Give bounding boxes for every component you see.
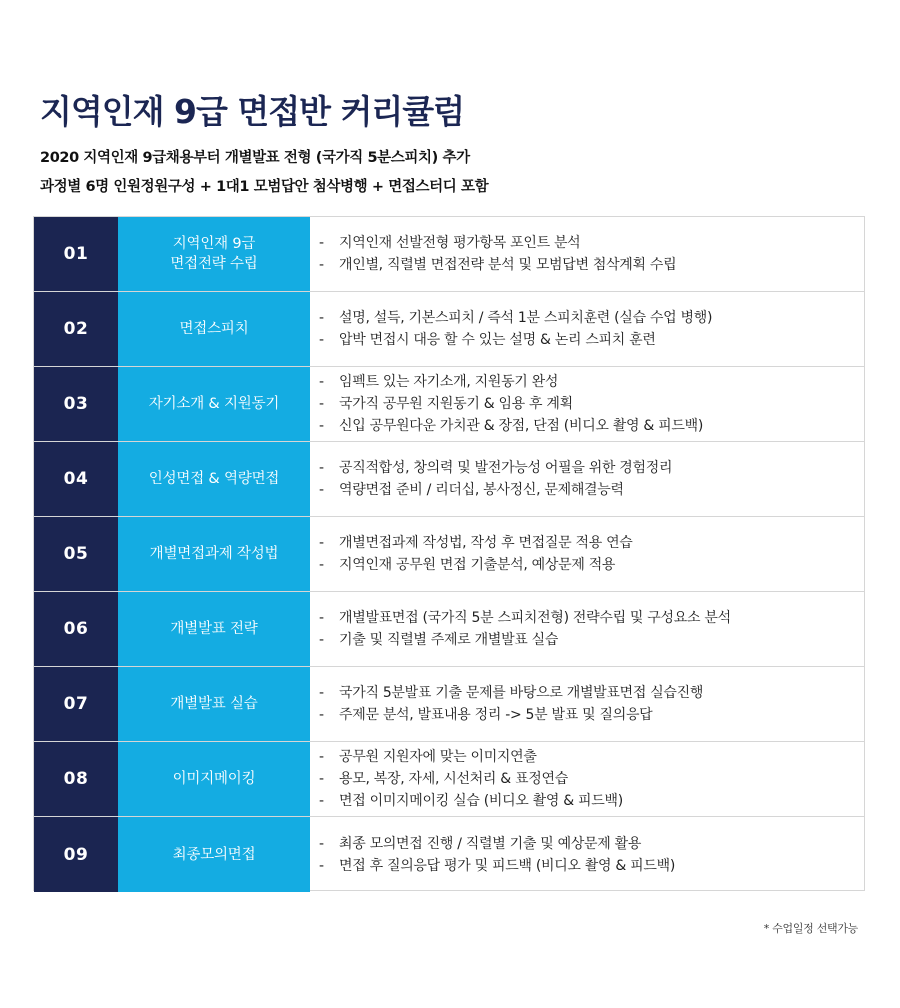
dash-bullet: -	[319, 707, 324, 723]
module-topic: 개별발표 실습	[118, 667, 310, 741]
module-topic: 개별발표 전략	[118, 592, 310, 666]
description-line	[319, 329, 864, 351]
dash-bullet: -	[319, 482, 324, 498]
description-text: 지역인재 공무원 면접 기출분석, 예상문제 적용	[339, 557, 616, 573]
description-text: 압박 면접시 대응 할 수 있는 설명 & 논리 스피치 훈련	[339, 332, 656, 348]
dash-bullet: -	[319, 835, 324, 852]
subtitle-new-format: 2020 지역인재 9급채용부터 개별발표 전형 (국가직 5분스피치) 추가	[40, 150, 470, 166]
description-text: 개인별, 직렬별 면접전략 분석 및 모범답변 첨삭계획 수립	[339, 257, 677, 273]
module-description	[310, 592, 864, 666]
curriculum-row	[34, 292, 864, 367]
module-topic: 이미지메이킹	[118, 742, 310, 816]
module-topic: 자기소개 & 지원동기	[118, 367, 310, 441]
description-line	[319, 479, 864, 501]
description-text: 국가직 공무원 지원동기 & 임용 후 계획	[339, 396, 573, 412]
module-number: 06	[34, 592, 118, 666]
description-text: 개별면접과제 작성법, 작성 후 면접질문 적용 연습	[339, 535, 633, 551]
dash-bullet: -	[319, 332, 324, 348]
description-line	[319, 682, 864, 704]
description-line	[319, 746, 864, 768]
dash-bullet: -	[319, 535, 324, 551]
dash-bullet: -	[319, 857, 324, 874]
dash-bullet: -	[319, 557, 324, 573]
subtitle-course-composition: 과정별 6명 인원정원구성 + 1대1 모범답안 첨삭병행 + 면접스터디 포함	[40, 179, 489, 195]
description-line	[319, 790, 864, 812]
description-text: 공무원 지원자에 맞는 이미지연출	[339, 749, 537, 765]
description-text: 용모, 복장, 자세, 시선처리 & 표정연습	[339, 771, 568, 787]
curriculum-table	[33, 216, 865, 891]
curriculum-row	[34, 742, 864, 817]
dash-bullet: -	[319, 257, 324, 273]
description-line	[319, 554, 864, 576]
dash-bullet: -	[319, 310, 324, 326]
description-line	[319, 607, 864, 629]
description-text: 신입 공무원다운 가치관 & 장점, 단점 (비디오 촬영 & 피드백)	[339, 418, 703, 434]
description-line	[319, 371, 864, 393]
dash-bullet: -	[319, 235, 324, 251]
curriculum-row	[34, 442, 864, 517]
dash-bullet: -	[319, 632, 324, 648]
module-number: 03	[34, 367, 118, 441]
curriculum-row	[34, 667, 864, 742]
dash-bullet: -	[319, 396, 324, 412]
dash-bullet: -	[319, 610, 324, 626]
dash-bullet: -	[319, 749, 324, 765]
dash-bullet: -	[319, 771, 324, 787]
dash-bullet: -	[319, 418, 324, 434]
module-topic: 인성면접 & 역량면접	[118, 442, 310, 516]
module-number: 09	[34, 817, 118, 892]
module-description	[310, 442, 864, 516]
module-topic: 개별면접과제 작성법	[118, 517, 310, 591]
description-line	[319, 629, 864, 651]
description-line	[319, 768, 864, 790]
module-topic: 면접스피치	[118, 292, 310, 366]
dash-bullet: -	[319, 374, 324, 390]
description-line	[319, 254, 864, 276]
description-text: 주제문 분석, 발표내용 정리 -> 5분 발표 및 질의응답	[339, 707, 653, 723]
description-text: 국가직 5분발표 기출 문제를 바탕으로 개별발표면접 실습진행	[339, 685, 704, 701]
description-line	[319, 415, 864, 437]
curriculum-row	[34, 517, 864, 592]
curriculum-row	[34, 592, 864, 667]
module-description	[310, 667, 864, 741]
description-line	[319, 307, 864, 329]
module-number: 07	[34, 667, 118, 741]
description-text: 최종 모의면접 진행 / 직렬별 기출 및 예상문제 활용	[339, 835, 642, 852]
description-text: 면접 이미지메이킹 실습 (비디오 촬영 & 피드백)	[339, 793, 623, 809]
module-number: 08	[34, 742, 118, 816]
description-line	[319, 457, 864, 479]
module-description	[310, 817, 864, 892]
description-text: 설명, 설득, 기본스피치 / 즉석 1분 스피치훈련 (실습 수업 병행)	[339, 310, 713, 326]
dash-bullet: -	[319, 793, 324, 809]
module-number: 01	[34, 217, 118, 291]
description-line	[319, 232, 864, 254]
module-topic: 최종모의면접	[118, 817, 310, 892]
dash-bullet: -	[319, 460, 324, 476]
module-description	[310, 367, 864, 441]
description-line	[319, 532, 864, 554]
description-text: 기출 및 직렬별 주제로 개별발표 실습	[339, 632, 559, 648]
description-text: 개별발표면접 (국가직 5분 스피치전형) 전략수립 및 구성요소 분석	[339, 610, 731, 626]
schedule-footnote: * 수업일정 선택가능	[763, 922, 858, 935]
module-number: 02	[34, 292, 118, 366]
module-topic: 지역인재 9급 면접전략 수립	[118, 217, 310, 291]
description-text: 지역인재 선발전형 평가항목 포인트 분석	[339, 235, 581, 251]
page-title: 지역인재 9급 면접반 커리큘럼	[40, 92, 464, 131]
description-line	[319, 393, 864, 415]
description-line	[319, 704, 864, 726]
description-text: 공직적합성, 창의력 및 발전가능성 어필을 위한 경험정리	[339, 460, 673, 476]
description-text: 임펙트 있는 자기소개, 지원동기 완성	[339, 374, 559, 390]
curriculum-row	[34, 817, 864, 892]
curriculum-row	[34, 217, 864, 292]
description-text: 역량면접 준비 / 리더십, 봉사정신, 문제해결능력	[339, 482, 624, 498]
module-description	[310, 742, 864, 816]
description-line	[319, 833, 864, 855]
description-line	[319, 855, 864, 877]
dash-bullet: -	[319, 685, 324, 701]
description-text: 면접 후 질의응답 평가 및 피드백 (비디오 촬영 & 피드백)	[339, 857, 675, 874]
module-description	[310, 217, 864, 291]
module-description	[310, 517, 864, 591]
module-number: 04	[34, 442, 118, 516]
module-description	[310, 292, 864, 366]
module-number: 05	[34, 517, 118, 591]
curriculum-row	[34, 367, 864, 442]
